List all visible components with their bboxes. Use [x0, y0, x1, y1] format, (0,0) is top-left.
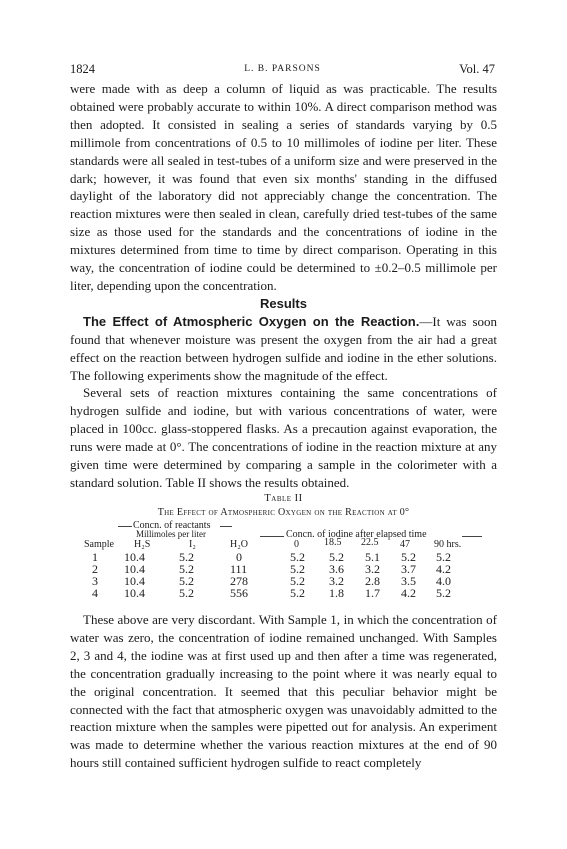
table-cell: 2.8	[365, 573, 380, 588]
table-cell: 5.2	[290, 549, 305, 564]
table-cell: 3	[92, 573, 98, 588]
paragraph-discussion: These above are very discordant. With Sample 1, in which the concentration of water was zero, the concentration of iodine remained unchanged. With Samples 2, 3 and 4, the iodine was at first used up and then after a time was regenerated, the concentration gradually increasing to the point where it was nearly equal to the original concentration. It seemed that this peculiar behavior might be connected with the fact that atmospheric oxygen was unavoidably admitted to the reaction mixture when the samples were pipetted out for analysis. An experiment was made to determine whether the various reaction mixtures at the end of 90 hours still contained sufficient hydrogen sulfide to react completely	[70, 612, 497, 771]
table-cell: 5.1	[365, 549, 380, 564]
table-cell: 5.2	[179, 573, 194, 588]
table-cell: 10.4	[124, 561, 145, 576]
header-reactants: Concn. of reactants	[133, 519, 211, 531]
col-time-0: 0	[294, 538, 299, 550]
table-cell: 10.4	[124, 573, 145, 588]
col-sample: Sample	[84, 538, 114, 550]
data-table	[70, 520, 497, 600]
table-cell: 1.7	[365, 585, 380, 600]
table-cell: 4	[92, 585, 98, 600]
col-h2o: H₂O	[230, 538, 248, 550]
table-cell: 10.4	[124, 585, 145, 600]
col-time-1: 18.5	[324, 536, 342, 548]
table-cell: 5.2	[179, 561, 194, 576]
table-cell: 5.2	[290, 585, 305, 600]
table-cell: 4.2	[436, 561, 451, 576]
table-label: Table II	[264, 492, 303, 504]
table-caption: The Effect of Atmospheric Oxygen on the Reaction at 0°	[157, 506, 410, 518]
section-heading-results: Results	[260, 295, 307, 311]
table-cell: 3.5	[401, 573, 416, 588]
table-cell: 111	[230, 561, 248, 576]
article-body-top	[70, 80, 497, 600]
table-cell: 2	[92, 561, 98, 576]
header-iodine-time: Concn. of iodine after elapsed time	[286, 528, 427, 540]
runin-heading: The Effect of Atmospheric Oxygen on the Reaction.	[83, 313, 420, 329]
table-cell: 1	[92, 549, 98, 564]
col-h2s: H₂S	[134, 538, 151, 550]
header-millimoles: Millimoles per liter	[136, 528, 206, 539]
table-cell: 0	[236, 549, 242, 564]
col-time-2: 22.5	[361, 536, 379, 548]
table-cell: 5.2	[329, 549, 344, 564]
table-cell: 5.2	[290, 573, 305, 588]
col-time-4: 90 hrs.	[434, 538, 462, 550]
table-cell: 5.2	[436, 585, 451, 600]
col-i2: I₂	[189, 538, 196, 550]
paragraph-methods: were made with as deep a column of liquid as was practicable. The results obtained were probably accurate to within 10%. A direct comparison method was then adopted. It consisted in sealing a series of standards varying by 0.5 millimole from concentrations of 0.5 to 10 millimoles of iodine per liter. These standards were all sealed in test-tubes of a uniform size and were preserved in the dark; however, it was found that even six months' standing in the diffused daylight of the laboratory did not appreciably change the concentration. The reaction mixtures were then sealed in clean, carefully dried test-tubes of the same size as those used for the standards and the concentrations of iodine in the mixtures determined from time to time by direct comparison. Operating in this way, the concentration of iodine could be determined to ±0.2–0.5 millimole per liter, depending upon the concentration.	[70, 81, 497, 293]
col-time-3: 47	[400, 538, 410, 550]
table-cell: 10.4	[124, 549, 145, 564]
table-cell: 5.2	[179, 585, 194, 600]
table-cell: 4.2	[401, 585, 416, 600]
paragraph-oxygen-text: —It was soon found that whenever moisture was present the oxygen from the air had a great effect on the reaction between hydrogen sulfide and iodine in the ether solutions. The following experiments show the magnitude of the effect.	[70, 313, 498, 383]
page-number: 1824	[70, 62, 95, 76]
table-cell: 3.2	[365, 561, 380, 576]
table-cell: 1.8	[329, 585, 344, 600]
table-cell: 278	[230, 573, 248, 588]
table-cell: 3.7	[401, 561, 416, 576]
table-cell: 5.2	[179, 549, 194, 564]
table-cell: 5.2	[401, 549, 416, 564]
table-cell: 4.0	[436, 573, 451, 588]
paragraph-experiment: Several sets of reaction mixtures containing the same concentrations of hydrogen sulfide and iodine, but with various concentrations of water, were placed in 100cc. glass-stoppered flasks. As a precaution against evaporation, the runs were made at 0°. The concentrations of iodine in the reaction mixture at any given time were determined by comparing a sample in the colorimeter with a standard solution. Table II shows the results obtained.	[70, 385, 497, 490]
table-cell: 556	[230, 585, 248, 600]
volume-number: Vol. 47	[459, 62, 495, 76]
table-cell: 5.2	[290, 561, 305, 576]
paragraph-oxygen-effect	[70, 313, 497, 385]
running-header	[70, 62, 495, 78]
article-body-bottom	[70, 598, 497, 785]
table-cell: 3.6	[329, 561, 344, 576]
table-cell: 5.2	[436, 549, 451, 564]
running-author: L. B. PARSONS	[244, 64, 321, 74]
table-cell: 3.2	[329, 573, 344, 588]
